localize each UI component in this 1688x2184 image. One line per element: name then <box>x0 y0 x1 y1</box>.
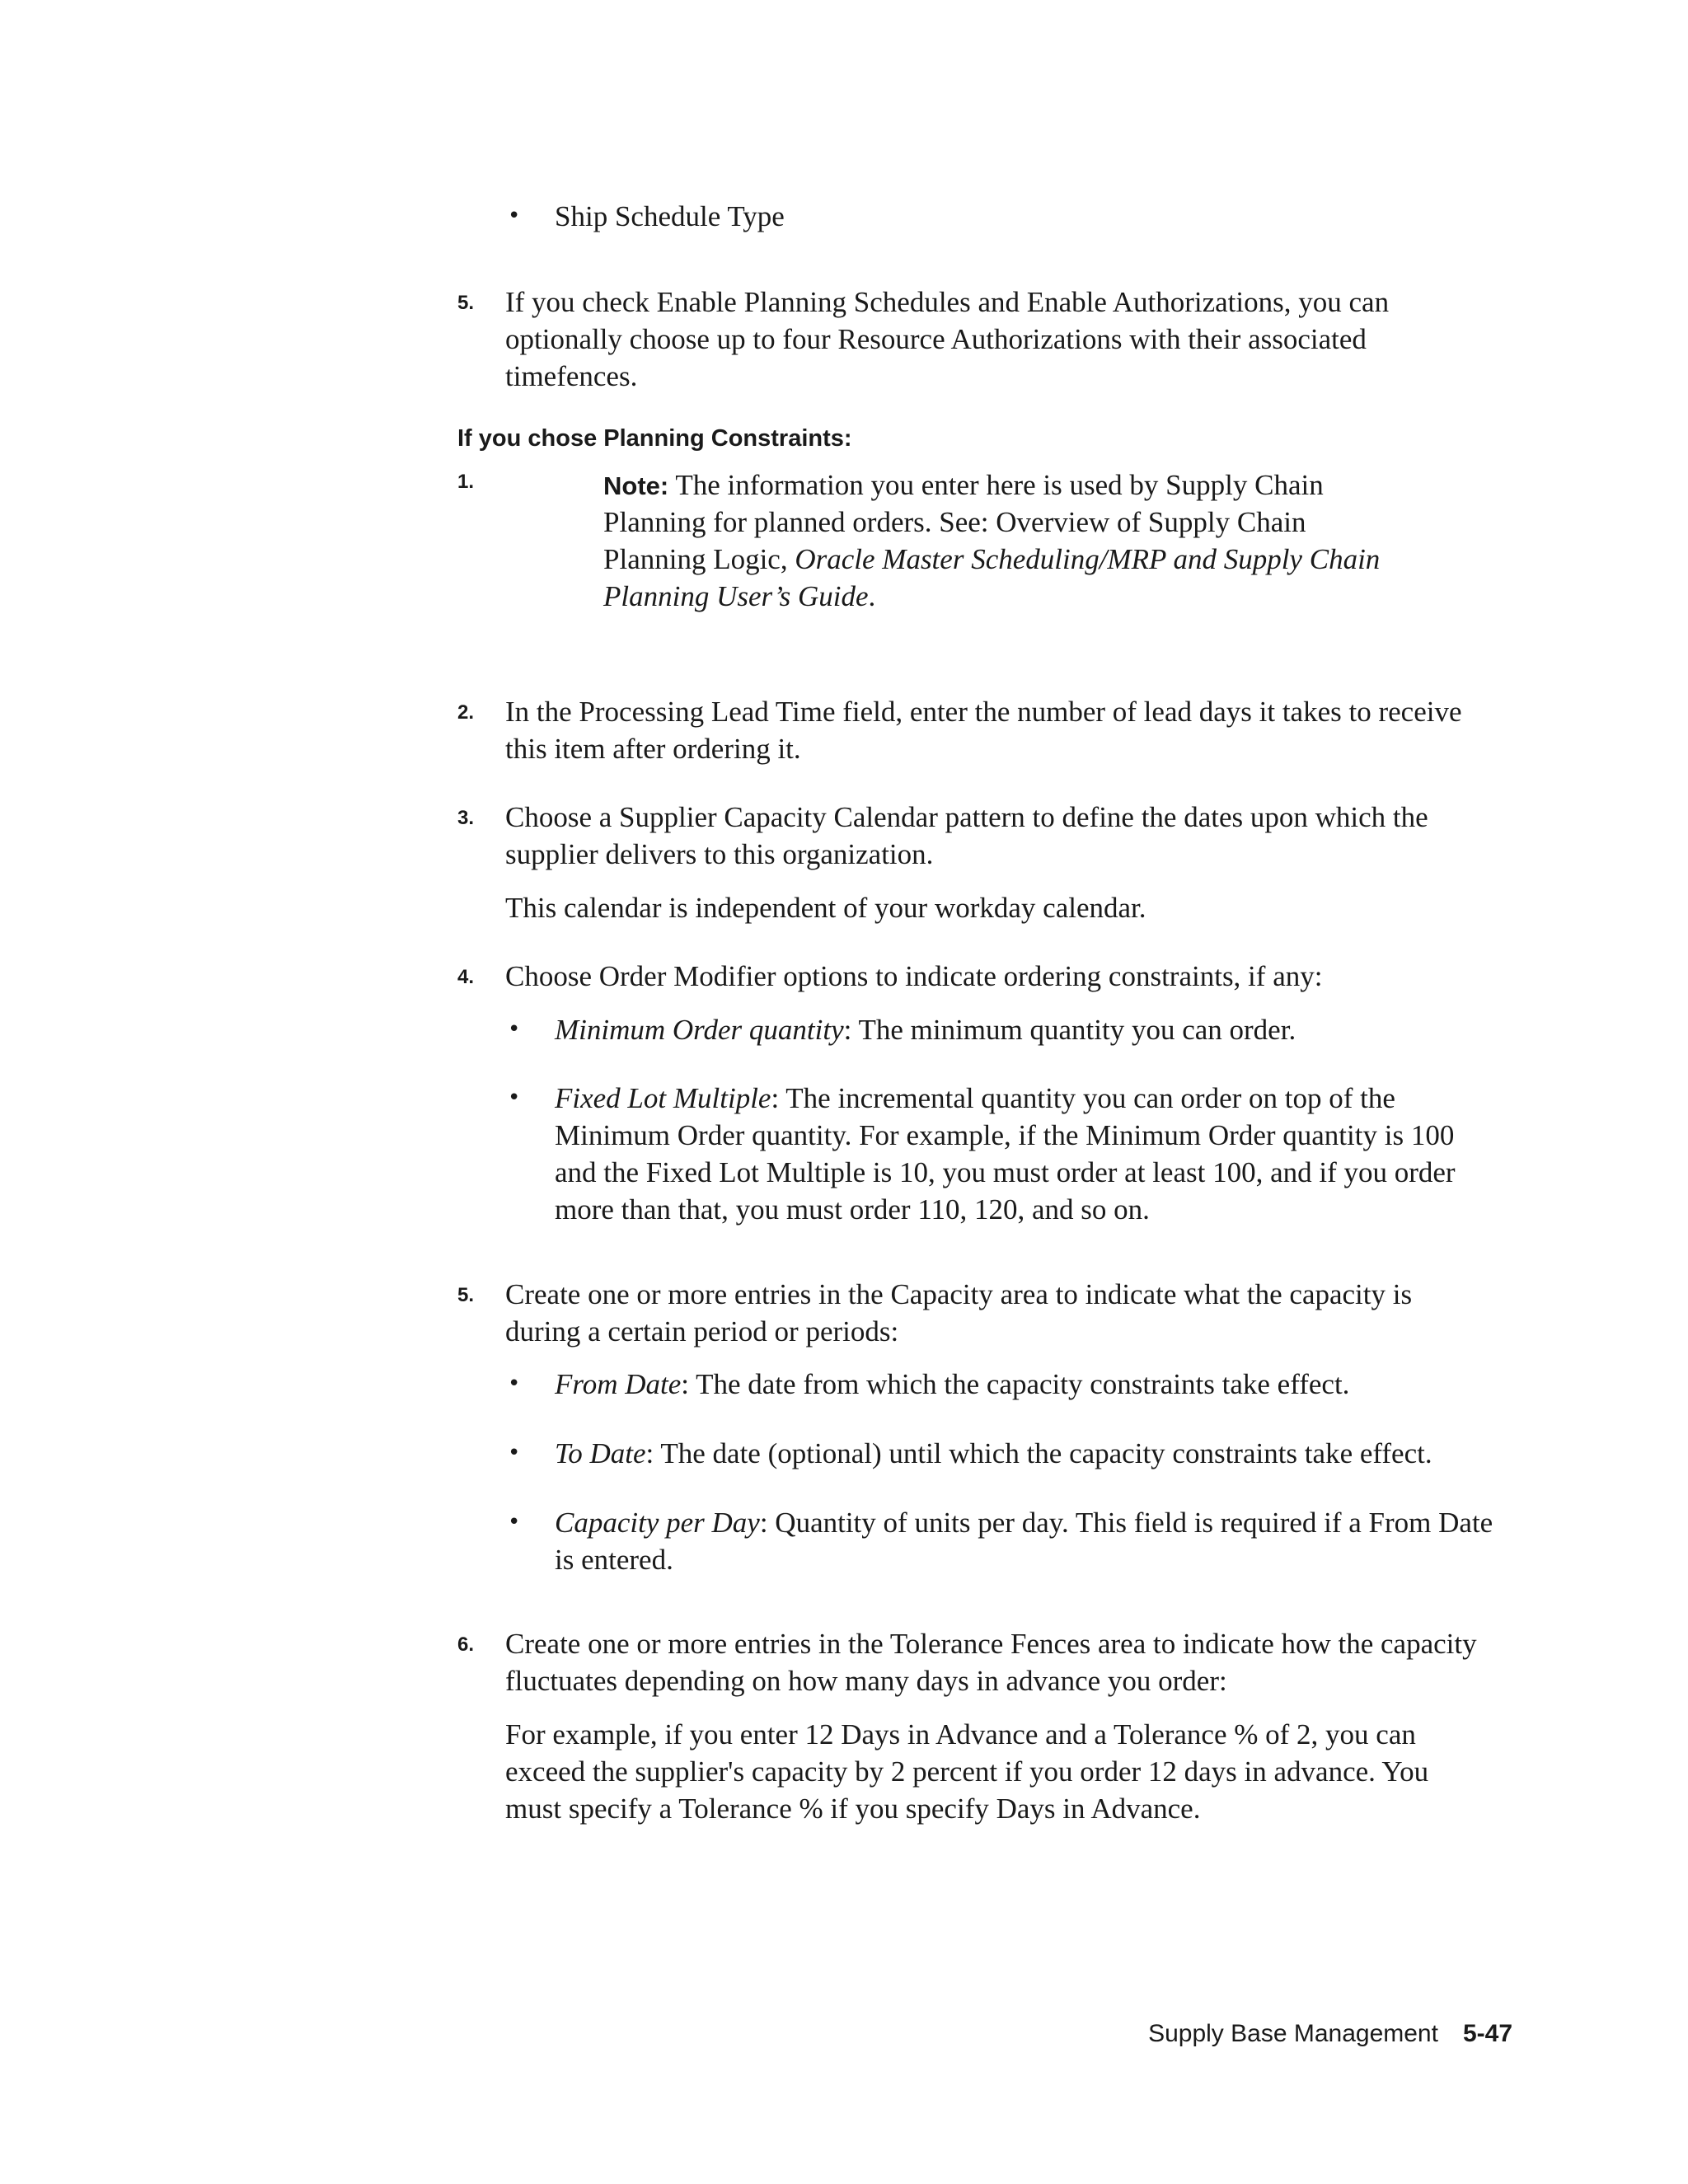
step-number: 2. <box>457 701 475 724</box>
bullet-capacity-per-day <box>555 1504 1493 1541</box>
footer-chapter: Supply Base Management <box>1148 2020 1438 2047</box>
bullet-icon: • <box>508 1017 521 1042</box>
note-text: . <box>868 580 876 612</box>
guide-title: Planning User’s Guide <box>603 580 869 612</box>
bullet-to-date <box>555 1435 1432 1472</box>
step6-line-1: Create one or more entries in the Tolerance Fences area to indicate how the capacity <box>505 1628 1477 1660</box>
definition: : The minimum quantity you can order. <box>843 1014 1296 1046</box>
bullet-capacity-line-2: is entered. <box>555 1544 673 1576</box>
note-line-1 <box>603 466 1324 504</box>
step5-line-2: during a certain period or periods: <box>505 1315 899 1347</box>
step3-extra: This calendar is independent of your workday calendar. <box>505 892 1146 924</box>
step-number: 3. <box>457 807 475 829</box>
bullet-ship-schedule-type: Ship Schedule Type <box>555 200 785 232</box>
note-line-2: Planning for planned orders. See: Overview of Supply Chain <box>603 506 1306 538</box>
guide-title: Oracle Master Scheduling/MRP and Supply Chain <box>795 543 1381 575</box>
step-number: 6. <box>457 1633 475 1656</box>
bullet-fixed-lot-multiple <box>555 1080 1395 1117</box>
bullet-fixed-lot-line-3: and the Fixed Lot Multiple is 10, you must order at least 100, and if you order <box>555 1156 1456 1188</box>
term: To Date <box>555 1437 646 1469</box>
note-line-3 <box>603 541 1380 578</box>
step2-line-2: this item after ordering it. <box>505 733 801 765</box>
section-heading: If you chose Planning Constraints: <box>457 425 852 452</box>
step3-line-1: Choose a Supplier Capacity Calendar pattern to define the dates upon which the <box>505 801 1428 833</box>
footer-page-number: 5-47 <box>1462 2020 1512 2047</box>
bullet-icon: • <box>508 204 521 228</box>
step4-line-1: Choose Order Modifier options to indicate ordering constraints, if any: <box>505 960 1323 992</box>
definition: : The date from which the capacity constraints take effect. <box>681 1368 1350 1400</box>
note-text: Planning Logic, <box>603 543 795 575</box>
step5-schedules-line-2: optionally choose up to four Resource Authorizations with their associated <box>505 323 1367 355</box>
bullet-icon: • <box>508 1441 521 1465</box>
bullet-icon: • <box>508 1510 521 1535</box>
definition: : The date (optional) until which the capacity constraints take effect. <box>645 1437 1432 1469</box>
step6-extra-line-1: For example, if you enter 12 Days in Advance and a Tolerance % of 2, you can <box>505 1718 1416 1750</box>
step-number: 1. <box>457 471 475 493</box>
term: Capacity per Day <box>555 1507 760 1539</box>
step6-extra-line-3: must specify a Tolerance % if you specify Days in Advance. <box>505 1793 1201 1825</box>
bullet-icon: • <box>508 1371 521 1396</box>
page-footer <box>1148 2018 1512 2050</box>
bullet-fixed-lot-line-4: more than that, you must order 110, 120, and so on. <box>555 1193 1150 1226</box>
definition: : Quantity of units per day. This field is required if a From Date <box>759 1507 1493 1539</box>
step2-line-1: In the Processing Lead Time field, enter the number of lead days it takes to receive <box>505 696 1462 728</box>
step6-extra-line-2: exceed the supplier's capacity by 2 percent if you order 12 days in advance. You <box>505 1755 1429 1788</box>
step5-line-1: Create one or more entries in the Capacity area to indicate what the capacity is <box>505 1278 1413 1310</box>
term: From Date <box>555 1368 682 1400</box>
step6-line-2: fluctuates depending on how many days in advance you order: <box>505 1665 1227 1697</box>
bullet-from-date <box>555 1366 1349 1403</box>
step-number: 5. <box>457 1284 475 1306</box>
note-label: Note: <box>603 471 669 500</box>
step-number: 4. <box>457 966 475 988</box>
step-number: 5. <box>457 292 475 314</box>
note-text: The information you enter here is used by Supply Chain <box>675 469 1324 501</box>
step5-schedules-line-3: timefences. <box>505 360 638 392</box>
step5-schedules-line-1: If you check Enable Planning Schedules and Enable Authorizations, you can <box>505 286 1390 318</box>
term: Fixed Lot Multiple <box>555 1082 771 1114</box>
term: Minimum Order quantity <box>555 1014 844 1046</box>
definition: : The incremental quantity you can order on top of the <box>771 1082 1395 1114</box>
bullet-icon: • <box>508 1085 521 1110</box>
bullet-minimum-order-quantity <box>555 1011 1296 1048</box>
note-line-4 <box>603 578 875 615</box>
bullet-fixed-lot-line-2: Minimum Order quantity. For example, if the Minimum Order quantity is 100 <box>555 1119 1455 1151</box>
step3-line-2: supplier delivers to this organization. <box>505 838 934 870</box>
